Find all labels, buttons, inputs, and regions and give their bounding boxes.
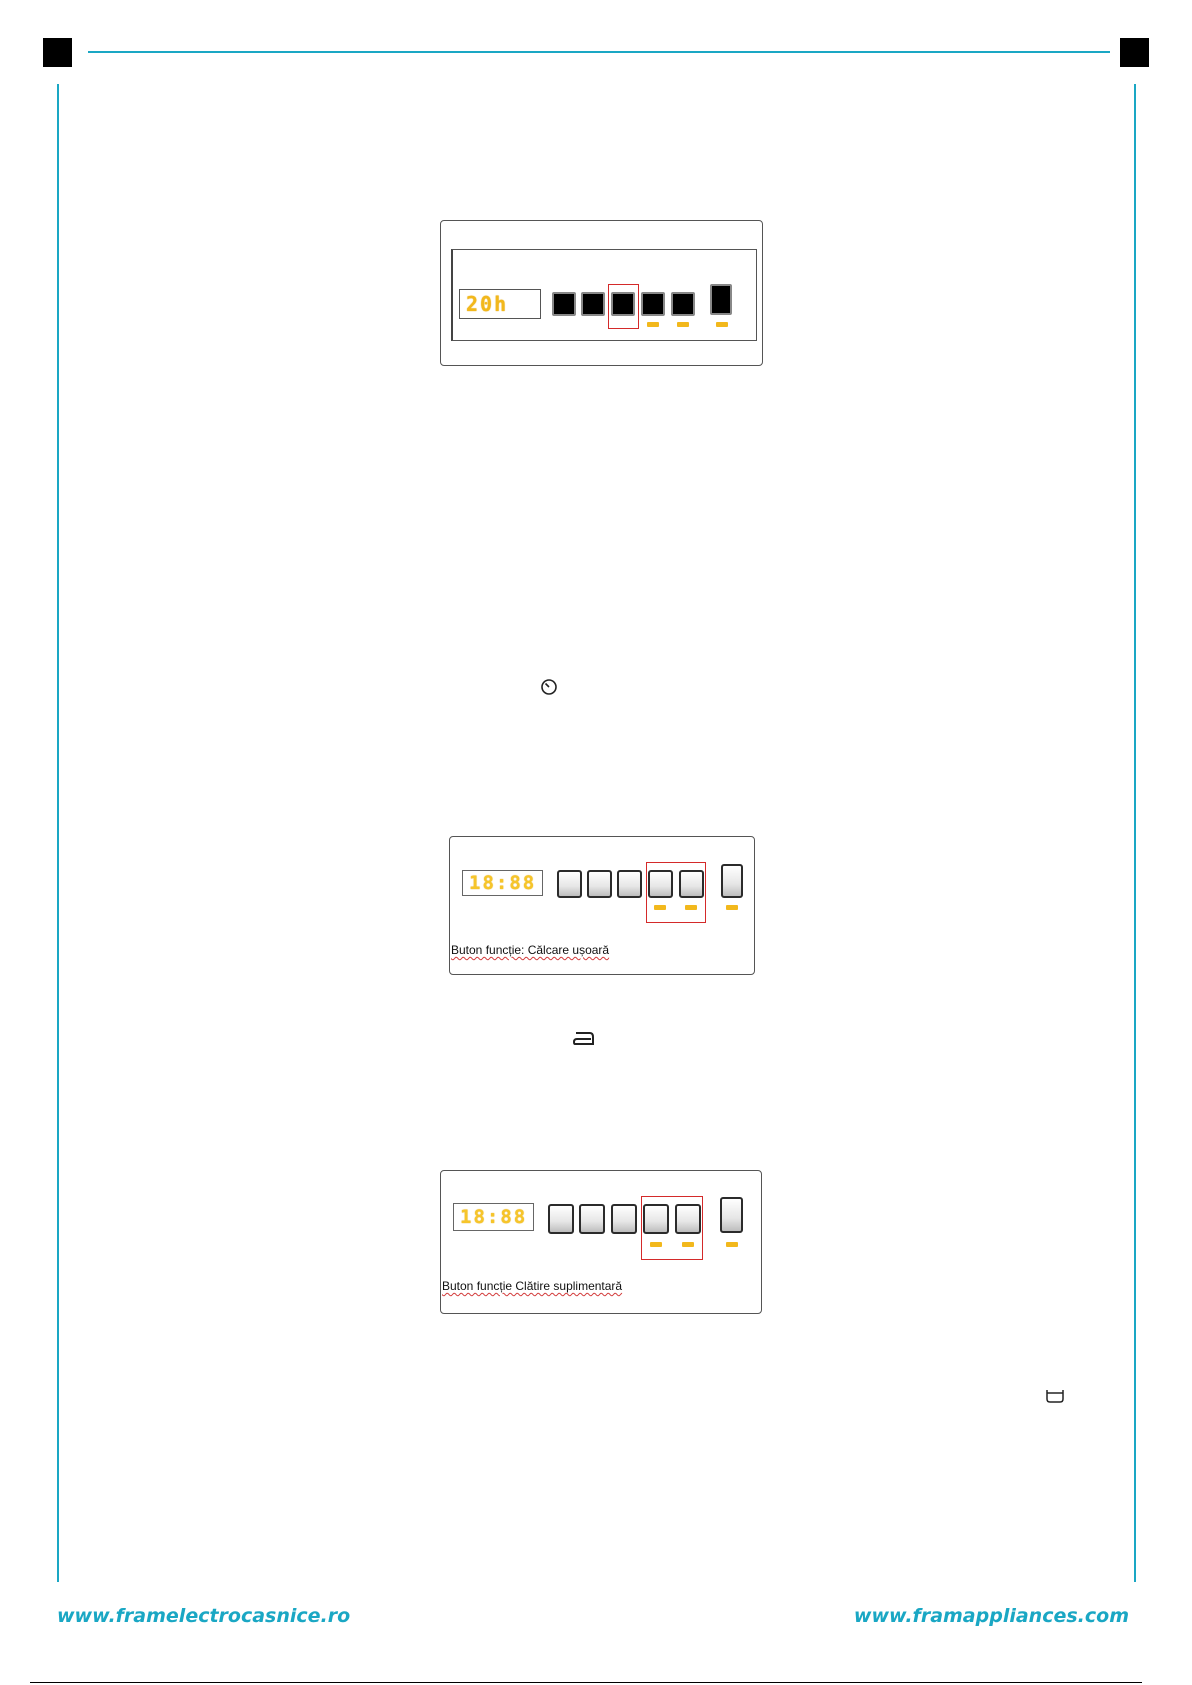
iron-icon [573,1032,595,1046]
function-button-5 [671,292,695,316]
rinse-icon [1045,1388,1065,1404]
led-indicator-4 [647,322,659,327]
timer-icon [540,678,558,696]
page-bottom-line [30,1682,1142,1683]
start-pause-button [721,864,743,898]
start-pause-button [710,284,732,315]
right-border-line [1134,84,1136,1582]
control-panel-diagram-extra-rinse [440,1170,762,1314]
control-panel-diagram-easy-iron [449,836,755,975]
function-button-4 [641,292,665,316]
highlighted-buttons-frame [646,862,706,923]
highlighted-delay-button-frame [608,284,639,329]
footer-link-left[interactable]: www.framelectrocasnice.ro [57,1605,351,1627]
left-border-line [57,84,59,1582]
panel-caption: Buton funcție: Călcare ușoară [451,943,610,957]
function-button-2 [579,1204,605,1234]
panel-caption: Buton funcție Clătire suplimentară [442,1279,623,1293]
corner-square-top-right [1120,38,1149,67]
start-pause-button [720,1197,743,1233]
lcd-display-text: 18:88 [460,1206,528,1228]
top-border-line [88,51,1110,53]
corner-square-top-left [43,38,72,67]
highlighted-buttons-frame [641,1196,703,1260]
function-button-3 [611,1204,637,1234]
led-indicator-start [726,1242,738,1247]
led-indicator-start [716,322,728,327]
lcd-display [453,1203,534,1231]
function-button-1 [557,870,582,898]
function-button-1 [552,292,576,316]
lcd-display-text: 20h [466,292,509,316]
control-panel-diagram-delay [440,220,763,366]
function-button-1 [548,1204,574,1234]
led-indicator-5 [677,322,689,327]
led-indicator-start [726,905,738,910]
function-button-3 [617,870,642,898]
function-button-2 [587,870,612,898]
lcd-display [459,289,541,319]
lcd-display-text: 18:88 [469,872,537,894]
lcd-display [462,870,543,896]
function-button-2 [581,292,605,316]
footer-link-right[interactable]: www.framappliances.com [853,1605,1129,1627]
